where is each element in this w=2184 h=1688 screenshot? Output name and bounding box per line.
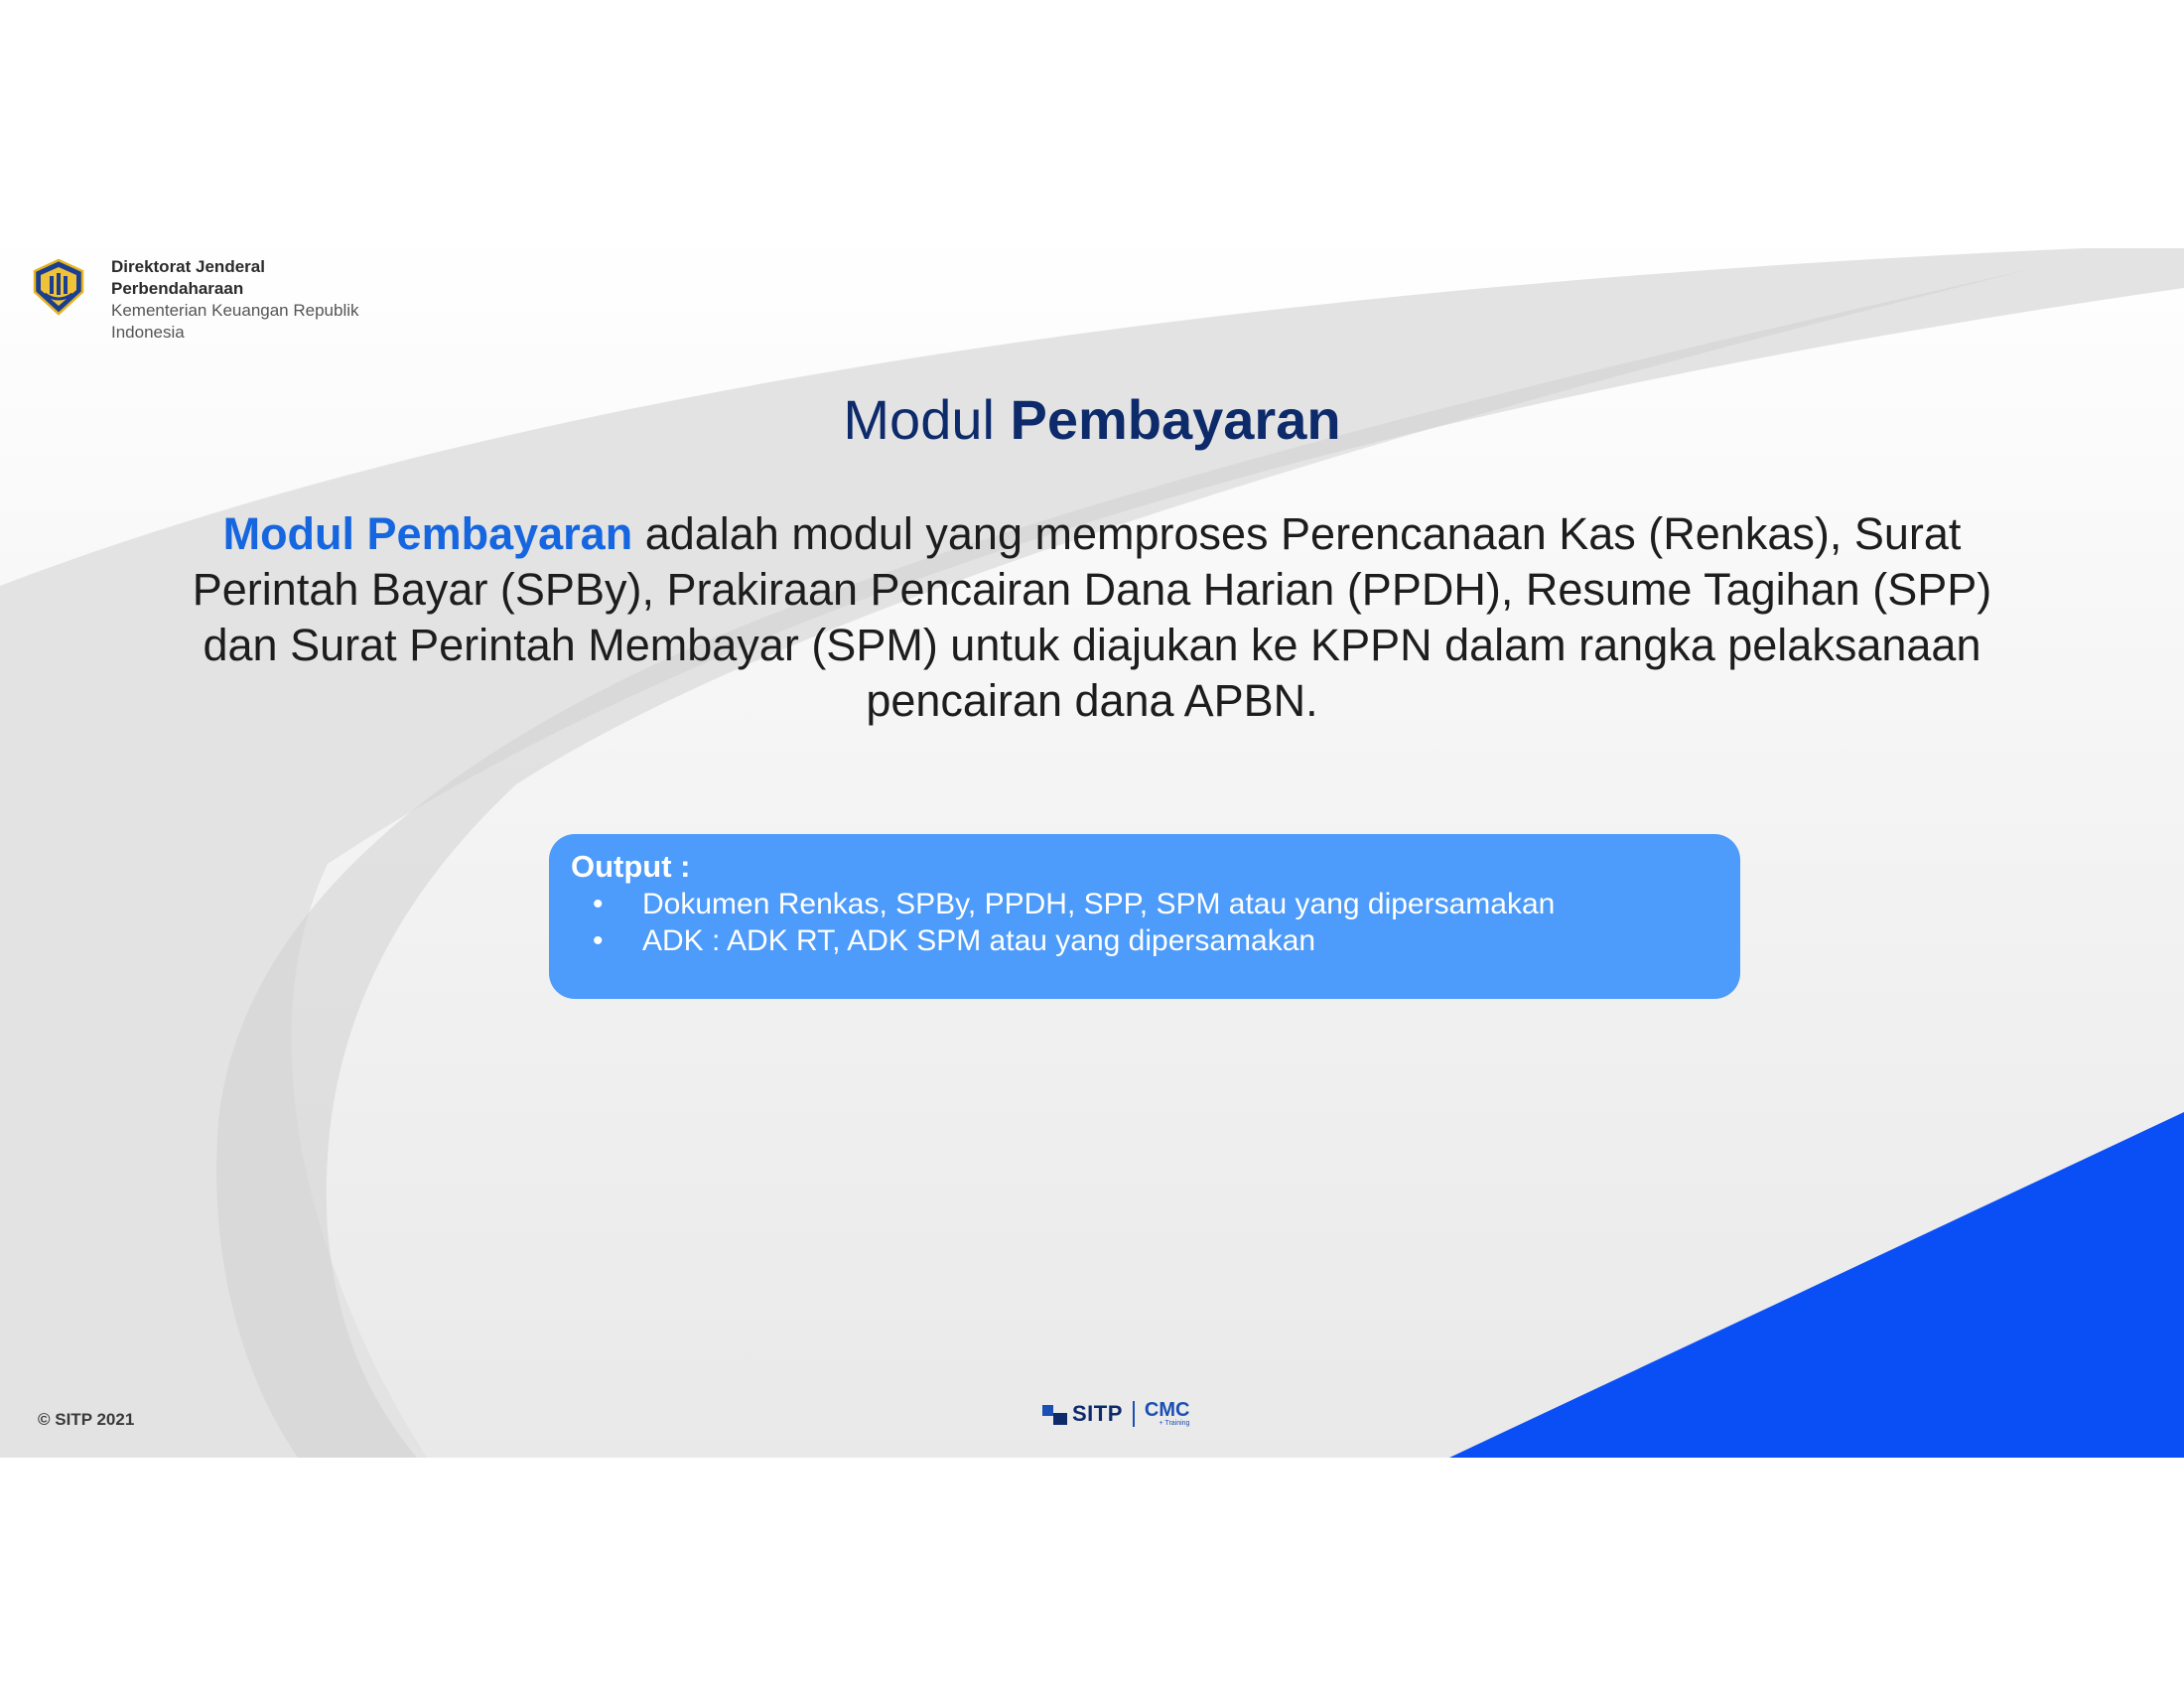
org-name-line3: Kementerian Keuangan Republik xyxy=(111,301,359,320)
header xyxy=(30,256,359,344)
bullet-icon: • xyxy=(593,924,604,957)
sitp-squares-icon xyxy=(1042,1403,1068,1425)
slide-title-light: Modul xyxy=(843,388,995,451)
org-name-line4: Indonesia xyxy=(111,323,185,342)
org-name-line1: Direktorat Jenderal xyxy=(111,257,265,276)
output-item-text: Dokumen Renkas, SPBy, PPDH, SPP, SPM atau yang dipersamakan xyxy=(642,888,1556,920)
sitp-logo xyxy=(1042,1401,1123,1427)
slide-title xyxy=(0,387,2184,452)
output-item-text: ADK : ADK RT, ADK SPM atau yang dipersamakan xyxy=(642,924,1316,957)
output-list-item xyxy=(571,922,1718,959)
module-description-text: adalah modul yang memproses Perencanaan Kas (Renkas), Surat Perintah Bayar (SPBy), Prakiraan Pencairan Dana Harian (PPDH), Resume Tagihan (SPP) dan Surat Perintah Membayar (SPM) untuk diajukan ke KPPN dalam rangka pelaksanaan pencairan dana APBN. xyxy=(192,508,1992,726)
slide-title-bold: Pembayaran xyxy=(1010,388,1341,451)
cmc-logo-subtext: + Training xyxy=(1159,1420,1190,1427)
copyright: © SITP 2021 xyxy=(38,1410,135,1429)
org-name-line2: Perbendaharaan xyxy=(111,279,244,298)
module-description xyxy=(179,506,2005,729)
footer-logos xyxy=(1042,1400,1189,1427)
output-box xyxy=(549,834,1740,999)
corner-triangle xyxy=(1449,1112,2184,1458)
output-list xyxy=(571,886,1718,959)
output-title: Output : xyxy=(571,849,691,884)
cmc-logo-text: CMC xyxy=(1144,1399,1190,1421)
module-description-highlight: Modul Pembayaran xyxy=(222,508,633,559)
slide xyxy=(0,228,2184,1458)
ministry-of-finance-emblem-icon xyxy=(30,258,87,316)
logo-divider xyxy=(1133,1401,1135,1427)
output-list-item xyxy=(571,886,1718,922)
bullet-icon: • xyxy=(593,888,604,920)
sitp-logo-text: SITP xyxy=(1072,1400,1123,1426)
cmc-logo xyxy=(1145,1400,1190,1427)
